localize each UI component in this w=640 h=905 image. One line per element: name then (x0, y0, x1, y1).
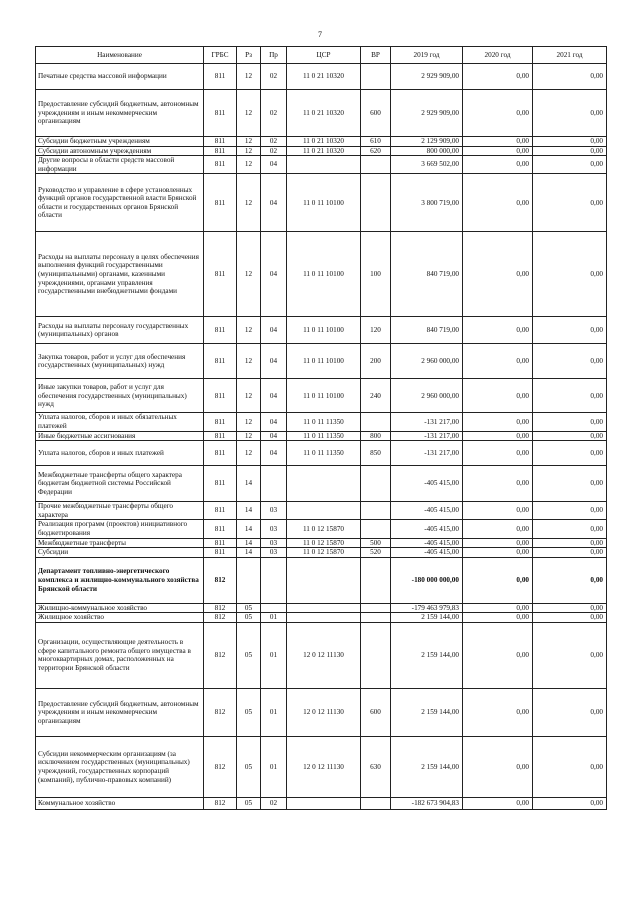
table-row (36, 688, 607, 736)
row-value-2019: -182 673 904,83 (391, 797, 463, 809)
row-value-2020: 0,00 (463, 174, 533, 232)
row-grbs: 811 (204, 413, 237, 431)
row-value-2021: 0,00 (533, 613, 607, 623)
table-row (36, 64, 607, 90)
row-csr: 12 0 12 11130 (287, 688, 361, 736)
row-vr: 200 (361, 344, 391, 379)
row-pr: 03 (261, 502, 287, 520)
row-value-2021: 0,00 (533, 379, 607, 413)
row-csr (287, 603, 361, 613)
row-name: Другие вопросы в области средств массовой информации (36, 156, 204, 174)
row-value-2019: -131 217,00 (391, 441, 463, 466)
row-csr: 11 0 11 10100 (287, 232, 361, 317)
row-rz: 12 (237, 413, 261, 431)
row-vr: 500 (361, 538, 391, 548)
row-pr: 04 (261, 174, 287, 232)
row-rz: 12 (237, 431, 261, 441)
row-value-2020: 0,00 (463, 431, 533, 441)
table-row (36, 557, 607, 603)
row-name: Департамент топливно-энергетического комплекса и жилищно-коммунального хозяйства Брянской области (36, 557, 204, 603)
row-grbs: 812 (204, 622, 237, 688)
row-rz (237, 557, 261, 603)
row-rz: 05 (237, 736, 261, 797)
table-row (36, 502, 607, 520)
row-pr: 04 (261, 317, 287, 344)
row-vr (361, 502, 391, 520)
row-name: Организации, осуществляющие деятельность в сфере капитального ремонта общего имущества в многоквартирных домах, расположенных на территории Брянской области (36, 622, 204, 688)
row-vr (361, 603, 391, 613)
row-value-2021: 0,00 (533, 520, 607, 538)
row-grbs: 811 (204, 502, 237, 520)
row-rz: 14 (237, 548, 261, 558)
row-pr: 01 (261, 688, 287, 736)
row-grbs: 812 (204, 603, 237, 613)
row-vr (361, 64, 391, 90)
row-name: Жилищное хозяйство (36, 613, 204, 623)
row-value-2019: -405 415,00 (391, 538, 463, 548)
row-value-2019: 2 960 000,00 (391, 344, 463, 379)
row-name: Печатные средства массовой информации (36, 64, 204, 90)
row-value-2019: 3 669 502,00 (391, 156, 463, 174)
row-value-2020: 0,00 (463, 90, 533, 137)
row-value-2019: 2 159 144,00 (391, 736, 463, 797)
row-rz: 12 (237, 146, 261, 156)
row-value-2019: 840 719,00 (391, 317, 463, 344)
header-2021: 2021 год (533, 47, 607, 64)
row-csr: 11 0 11 10100 (287, 379, 361, 413)
row-value-2019: 2 929 909,00 (391, 90, 463, 137)
row-csr: 11 0 11 11350 (287, 441, 361, 466)
row-csr: 11 0 21 10320 (287, 64, 361, 90)
table-row (36, 146, 607, 156)
row-value-2020: 0,00 (463, 613, 533, 623)
row-value-2020: 0,00 (463, 232, 533, 317)
row-vr: 120 (361, 317, 391, 344)
row-grbs: 812 (204, 557, 237, 603)
row-csr: 12 0 12 11130 (287, 736, 361, 797)
row-name: Предоставление субсидий бюджетным, автономным учреждениям и иным некоммерческим организациям (36, 90, 204, 137)
header-rz: Рз (237, 47, 261, 64)
row-value-2021: 0,00 (533, 156, 607, 174)
row-rz: 12 (237, 441, 261, 466)
row-grbs: 811 (204, 466, 237, 502)
row-name: Межбюджетные трансферты общего характера бюджетам бюджетной системы Российской Федерации (36, 466, 204, 502)
row-pr: 01 (261, 622, 287, 688)
row-grbs: 811 (204, 156, 237, 174)
row-vr (361, 557, 391, 603)
row-csr: 11 0 12 15870 (287, 520, 361, 538)
table-row (36, 344, 607, 379)
row-rz: 05 (237, 797, 261, 809)
row-value-2021: 0,00 (533, 466, 607, 502)
header-2019: 2019 год (391, 47, 463, 64)
row-value-2021: 0,00 (533, 441, 607, 466)
row-vr: 240 (361, 379, 391, 413)
row-pr (261, 603, 287, 613)
row-csr: 11 0 21 10320 (287, 146, 361, 156)
row-value-2020: 0,00 (463, 548, 533, 558)
row-pr: 04 (261, 413, 287, 431)
row-grbs: 811 (204, 64, 237, 90)
row-vr (361, 520, 391, 538)
row-rz: 14 (237, 538, 261, 548)
row-value-2020: 0,00 (463, 502, 533, 520)
table-row (36, 613, 607, 623)
row-grbs: 812 (204, 736, 237, 797)
row-value-2021: 0,00 (533, 538, 607, 548)
header-2020: 2020 год (463, 47, 533, 64)
table-row (36, 431, 607, 441)
table-row (36, 90, 607, 137)
row-vr (361, 466, 391, 502)
row-rz: 12 (237, 317, 261, 344)
row-grbs: 811 (204, 317, 237, 344)
row-value-2020: 0,00 (463, 688, 533, 736)
table-row (36, 538, 607, 548)
row-value-2020: 0,00 (463, 557, 533, 603)
header-vr: ВР (361, 47, 391, 64)
row-pr: 02 (261, 137, 287, 147)
row-grbs: 811 (204, 174, 237, 232)
row-value-2021: 0,00 (533, 797, 607, 809)
row-grbs: 811 (204, 344, 237, 379)
row-value-2020: 0,00 (463, 344, 533, 379)
row-name: Иные закупки товаров, работ и услуг для обеспечения государственных (муниципальных) нужд (36, 379, 204, 413)
row-value-2020: 0,00 (463, 466, 533, 502)
row-value-2021: 0,00 (533, 146, 607, 156)
row-csr: 11 0 11 11350 (287, 413, 361, 431)
row-name: Расходы на выплаты персоналу в целях обеспечения выполнения функций государственными (муниципальными) органами, казенными учреждениями, органами управления государственными внебюджетными фондами (36, 232, 204, 317)
row-grbs: 811 (204, 379, 237, 413)
row-value-2019: 2 929 909,00 (391, 64, 463, 90)
row-rz: 05 (237, 622, 261, 688)
row-rz: 12 (237, 90, 261, 137)
table-row (36, 797, 607, 809)
table-row (36, 379, 607, 413)
row-value-2019: 2 960 000,00 (391, 379, 463, 413)
row-value-2020: 0,00 (463, 538, 533, 548)
row-vr (361, 156, 391, 174)
row-value-2020: 0,00 (463, 317, 533, 344)
row-vr: 600 (361, 90, 391, 137)
table-row (36, 603, 607, 613)
row-rz: 05 (237, 688, 261, 736)
row-name: Уплата налогов, сборов и иных обязательных платежей (36, 413, 204, 431)
header-name: Наименование (36, 47, 204, 64)
row-pr: 02 (261, 64, 287, 90)
row-value-2021: 0,00 (533, 548, 607, 558)
table-row (36, 137, 607, 147)
row-value-2019: -179 463 979,83 (391, 603, 463, 613)
table-row (36, 622, 607, 688)
row-rz: 14 (237, 520, 261, 538)
row-value-2019: 2 159 144,00 (391, 622, 463, 688)
row-vr (361, 413, 391, 431)
table-row (36, 317, 607, 344)
row-value-2021: 0,00 (533, 344, 607, 379)
table-row (36, 413, 607, 431)
row-pr (261, 466, 287, 502)
row-grbs: 811 (204, 431, 237, 441)
row-grbs: 811 (204, 232, 237, 317)
row-rz: 12 (237, 344, 261, 379)
table-row (36, 156, 607, 174)
row-name: Межбюджетные трансферты (36, 538, 204, 548)
row-pr: 02 (261, 90, 287, 137)
row-csr (287, 613, 361, 623)
row-value-2021: 0,00 (533, 688, 607, 736)
row-pr: 04 (261, 379, 287, 413)
row-value-2019: 2 159 144,00 (391, 613, 463, 623)
row-csr: 11 0 12 15870 (287, 548, 361, 558)
table-row (36, 441, 607, 466)
row-value-2019: 2 129 909,00 (391, 137, 463, 147)
row-value-2020: 0,00 (463, 413, 533, 431)
row-csr (287, 797, 361, 809)
row-name: Субсидии автономным учреждениям (36, 146, 204, 156)
row-pr: 04 (261, 156, 287, 174)
row-vr: 800 (361, 431, 391, 441)
row-rz: 12 (237, 232, 261, 317)
row-pr: 03 (261, 548, 287, 558)
row-pr: 03 (261, 538, 287, 548)
row-value-2020: 0,00 (463, 64, 533, 90)
row-value-2019: 2 159 144,00 (391, 688, 463, 736)
row-name: Предоставление субсидий бюджетным, автономным учреждениям и иным некоммерческим организациям (36, 688, 204, 736)
row-grbs: 811 (204, 90, 237, 137)
row-value-2020: 0,00 (463, 622, 533, 688)
row-pr: 04 (261, 431, 287, 441)
row-grbs: 811 (204, 137, 237, 147)
row-vr (361, 613, 391, 623)
row-pr: 04 (261, 441, 287, 466)
row-vr: 100 (361, 232, 391, 317)
row-name: Уплата налогов, сборов и иных платежей (36, 441, 204, 466)
row-vr (361, 622, 391, 688)
header-grbs: ГРБС (204, 47, 237, 64)
row-name: Жилищно-коммунальное хозяйство (36, 603, 204, 613)
row-value-2021: 0,00 (533, 431, 607, 441)
row-grbs: 811 (204, 520, 237, 538)
row-grbs: 812 (204, 797, 237, 809)
row-vr: 630 (361, 736, 391, 797)
row-value-2019: -405 415,00 (391, 466, 463, 502)
row-vr (361, 797, 391, 809)
budget-table (35, 46, 607, 810)
row-name: Прочие межбюджетные трансферты общего характера (36, 502, 204, 520)
row-value-2019: -405 415,00 (391, 520, 463, 538)
row-value-2019: -405 415,00 (391, 502, 463, 520)
row-value-2021: 0,00 (533, 557, 607, 603)
row-csr (287, 557, 361, 603)
table-row (36, 174, 607, 232)
row-name: Субсидии некоммерческим организациям (за исключением государственных (муниципальных) учреждений, государственных корпораций (компаний), публично-правовых компаний) (36, 736, 204, 797)
row-csr: 11 0 12 15870 (287, 538, 361, 548)
row-pr (261, 557, 287, 603)
row-value-2020: 0,00 (463, 156, 533, 174)
table-row (36, 466, 607, 502)
row-name: Субсидии бюджетным учреждениям (36, 137, 204, 147)
row-name: Закупка товаров, работ и услуг для обеспечения государственных (муниципальных) нужд (36, 344, 204, 379)
row-pr: 01 (261, 736, 287, 797)
row-value-2021: 0,00 (533, 622, 607, 688)
table-row (36, 232, 607, 317)
row-value-2020: 0,00 (463, 441, 533, 466)
row-value-2020: 0,00 (463, 137, 533, 147)
row-rz: 05 (237, 603, 261, 613)
row-grbs: 811 (204, 538, 237, 548)
row-rz: 12 (237, 156, 261, 174)
row-value-2020: 0,00 (463, 146, 533, 156)
row-grbs: 812 (204, 613, 237, 623)
row-name: Субсидии (36, 548, 204, 558)
row-csr: 11 0 11 10100 (287, 174, 361, 232)
row-csr (287, 502, 361, 520)
row-value-2021: 0,00 (533, 174, 607, 232)
row-value-2019: -131 217,00 (391, 413, 463, 431)
row-value-2019: 840 719,00 (391, 232, 463, 317)
row-pr: 04 (261, 232, 287, 317)
row-pr: 03 (261, 520, 287, 538)
table-row (36, 736, 607, 797)
row-name: Иные бюджетные ассигнования (36, 431, 204, 441)
row-grbs: 811 (204, 146, 237, 156)
row-value-2020: 0,00 (463, 603, 533, 613)
row-vr: 600 (361, 688, 391, 736)
row-name: Реализация программ (проектов) инициативного бюджетирования (36, 520, 204, 538)
row-csr: 11 0 11 11350 (287, 431, 361, 441)
row-value-2021: 0,00 (533, 736, 607, 797)
row-name: Коммунальное хозяйство (36, 797, 204, 809)
row-csr: 11 0 21 10320 (287, 90, 361, 137)
row-value-2020: 0,00 (463, 736, 533, 797)
row-name: Руководство и управление в сфере установленных функций органов государственной власти Брянской области и государственных органов Брянской области (36, 174, 204, 232)
row-rz: 14 (237, 502, 261, 520)
row-vr: 610 (361, 137, 391, 147)
row-rz: 14 (237, 466, 261, 502)
row-grbs: 811 (204, 548, 237, 558)
row-vr (361, 174, 391, 232)
row-name: Расходы на выплаты персоналу государственных (муниципальных) органов (36, 317, 204, 344)
row-value-2021: 0,00 (533, 64, 607, 90)
row-vr: 520 (361, 548, 391, 558)
row-csr (287, 156, 361, 174)
row-pr: 01 (261, 613, 287, 623)
row-value-2021: 0,00 (533, 90, 607, 137)
row-value-2021: 0,00 (533, 603, 607, 613)
header-pr: Пр (261, 47, 287, 64)
row-value-2019: -131 217,00 (391, 431, 463, 441)
row-value-2021: 0,00 (533, 232, 607, 317)
row-rz: 05 (237, 613, 261, 623)
row-rz: 12 (237, 174, 261, 232)
row-vr: 620 (361, 146, 391, 156)
row-csr: 11 0 11 10100 (287, 317, 361, 344)
row-grbs: 812 (204, 688, 237, 736)
row-csr: 11 0 11 10100 (287, 344, 361, 379)
row-pr: 02 (261, 146, 287, 156)
table-header-row (36, 47, 607, 64)
table-row (36, 548, 607, 558)
row-rz: 12 (237, 137, 261, 147)
row-value-2021: 0,00 (533, 413, 607, 431)
row-csr: 11 0 21 10320 (287, 137, 361, 147)
row-pr: 02 (261, 797, 287, 809)
row-value-2019: 3 800 719,00 (391, 174, 463, 232)
row-pr: 04 (261, 344, 287, 379)
row-value-2020: 0,00 (463, 797, 533, 809)
row-value-2019: -180 000 000,00 (391, 557, 463, 603)
row-value-2021: 0,00 (533, 502, 607, 520)
row-grbs: 811 (204, 441, 237, 466)
row-csr (287, 466, 361, 502)
header-csr: ЦСР (287, 47, 361, 64)
row-value-2021: 0,00 (533, 317, 607, 344)
row-value-2019: 800 000,00 (391, 146, 463, 156)
row-value-2020: 0,00 (463, 520, 533, 538)
row-value-2020: 0,00 (463, 379, 533, 413)
row-value-2019: -405 415,00 (391, 548, 463, 558)
row-rz: 12 (237, 379, 261, 413)
row-vr: 850 (361, 441, 391, 466)
row-rz: 12 (237, 64, 261, 90)
row-value-2021: 0,00 (533, 137, 607, 147)
row-csr: 12 0 12 11130 (287, 622, 361, 688)
page-number: 7 (318, 30, 322, 39)
table-row (36, 520, 607, 538)
